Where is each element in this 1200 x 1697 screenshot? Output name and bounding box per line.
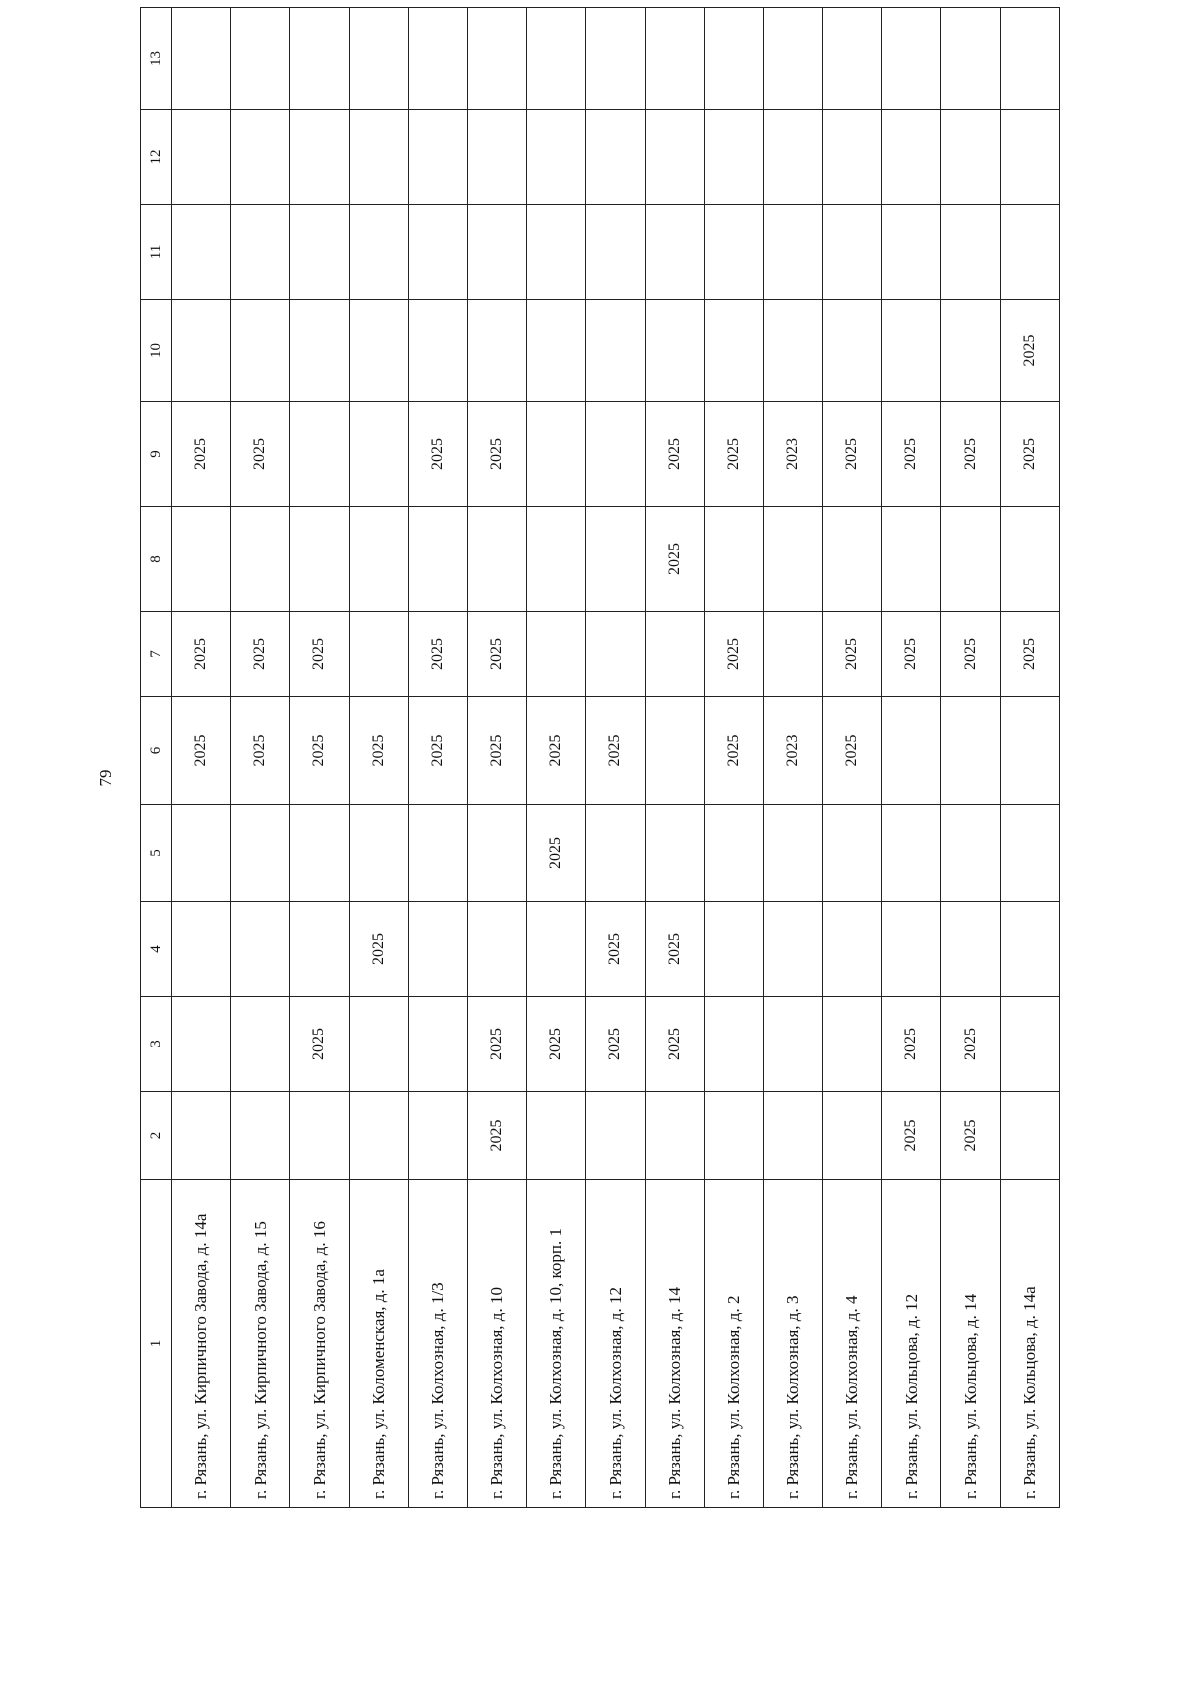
year-cell xyxy=(467,805,526,902)
year-cell xyxy=(1000,8,1059,110)
address-cell: г. Рязань, ул. Колхозная, д. 1/3 xyxy=(408,1180,467,1508)
year-cell xyxy=(349,402,408,507)
year-cell xyxy=(290,805,349,902)
year-cell xyxy=(763,205,822,300)
column-header: 6 xyxy=(141,697,172,805)
column-header: 12 xyxy=(141,110,172,205)
address-cell: г. Рязань, ул. Кольцова, д. 12 xyxy=(882,1180,941,1508)
column-header: 5 xyxy=(141,805,172,902)
year-cell: 2025 xyxy=(704,697,763,805)
year-cell xyxy=(645,8,704,110)
year-cell xyxy=(172,110,231,205)
year-cell xyxy=(290,8,349,110)
year-cell xyxy=(823,507,882,612)
year-cell xyxy=(231,1092,290,1180)
schedule-table xyxy=(140,7,1060,1508)
year-cell xyxy=(172,300,231,402)
year-cell xyxy=(763,507,822,612)
year-cell: 2025 xyxy=(882,1092,941,1180)
year-cell xyxy=(290,402,349,507)
table-row xyxy=(349,8,408,1508)
year-cell xyxy=(645,697,704,805)
year-cell xyxy=(704,902,763,997)
year-cell: 2025 xyxy=(408,612,467,697)
year-cell xyxy=(408,205,467,300)
year-cell: 2025 xyxy=(349,902,408,997)
year-cell xyxy=(704,805,763,902)
year-cell: 2025 xyxy=(1000,300,1059,402)
address-cell: г. Рязань, ул. Кольцова, д. 14а xyxy=(1000,1180,1059,1508)
year-cell xyxy=(586,205,645,300)
year-cell xyxy=(823,300,882,402)
year-cell: 2025 xyxy=(408,402,467,507)
year-cell: 2025 xyxy=(882,402,941,507)
year-cell xyxy=(290,1092,349,1180)
year-cell xyxy=(527,507,586,612)
year-cell xyxy=(467,902,526,997)
year-cell xyxy=(349,507,408,612)
year-cell xyxy=(645,1092,704,1180)
year-cell: 2025 xyxy=(349,697,408,805)
year-cell xyxy=(467,8,526,110)
year-cell: 2025 xyxy=(645,997,704,1092)
year-cell xyxy=(172,507,231,612)
year-cell: 2025 xyxy=(941,997,1000,1092)
page-number: 79 xyxy=(96,769,115,787)
year-cell xyxy=(467,205,526,300)
table-row xyxy=(941,8,1000,1508)
year-cell: 2025 xyxy=(882,997,941,1092)
year-cell xyxy=(408,110,467,205)
year-cell xyxy=(882,300,941,402)
year-cell xyxy=(941,205,1000,300)
year-cell xyxy=(882,8,941,110)
year-cell xyxy=(586,805,645,902)
column-header: 9 xyxy=(141,402,172,507)
year-cell xyxy=(645,110,704,205)
year-cell xyxy=(172,805,231,902)
column-header: 7 xyxy=(141,612,172,697)
year-cell: 2025 xyxy=(527,997,586,1092)
year-cell xyxy=(882,697,941,805)
year-cell xyxy=(586,507,645,612)
year-cell xyxy=(231,902,290,997)
year-cell xyxy=(231,997,290,1092)
year-cell: 2025 xyxy=(941,402,1000,507)
column-header: 8 xyxy=(141,507,172,612)
year-cell xyxy=(290,300,349,402)
address-cell: г. Рязань, ул. Кольцова, д. 14 xyxy=(941,1180,1000,1508)
year-cell xyxy=(763,805,822,902)
year-cell xyxy=(704,507,763,612)
year-cell: 2025 xyxy=(586,697,645,805)
year-cell xyxy=(408,997,467,1092)
year-cell xyxy=(882,507,941,612)
year-cell: 2025 xyxy=(882,612,941,697)
address-cell: г. Рязань, ул. Колхозная, д. 12 xyxy=(586,1180,645,1508)
year-cell xyxy=(823,997,882,1092)
year-cell xyxy=(349,1092,408,1180)
year-cell xyxy=(941,697,1000,805)
year-cell: 2025 xyxy=(467,402,526,507)
column-header: 4 xyxy=(141,902,172,997)
year-cell: 2023 xyxy=(763,697,822,805)
year-cell xyxy=(349,110,408,205)
year-cell: 2025 xyxy=(467,1092,526,1180)
year-cell xyxy=(704,8,763,110)
year-cell xyxy=(527,612,586,697)
year-cell xyxy=(941,300,1000,402)
column-header: 11 xyxy=(141,205,172,300)
year-cell xyxy=(941,805,1000,902)
table-header-row xyxy=(141,8,172,1508)
year-cell xyxy=(349,997,408,1092)
year-cell xyxy=(645,805,704,902)
year-cell xyxy=(586,402,645,507)
column-header: 13 xyxy=(141,8,172,110)
year-cell xyxy=(763,997,822,1092)
year-cell xyxy=(882,805,941,902)
year-cell xyxy=(290,507,349,612)
year-cell: 2025 xyxy=(172,402,231,507)
year-cell: 2025 xyxy=(172,697,231,805)
year-cell xyxy=(941,8,1000,110)
year-cell xyxy=(645,300,704,402)
year-cell xyxy=(704,110,763,205)
address-cell: г. Рязань, ул. Кирпичного Завода, д. 16 xyxy=(290,1180,349,1508)
year-cell xyxy=(231,205,290,300)
table-row xyxy=(527,8,586,1508)
year-cell xyxy=(408,300,467,402)
year-cell xyxy=(290,205,349,300)
year-cell xyxy=(231,300,290,402)
year-cell xyxy=(586,8,645,110)
year-cell xyxy=(645,205,704,300)
year-cell xyxy=(231,507,290,612)
year-cell xyxy=(586,612,645,697)
year-cell: 2025 xyxy=(290,997,349,1092)
year-cell xyxy=(231,110,290,205)
table-row xyxy=(704,8,763,1508)
year-cell xyxy=(1000,902,1059,997)
address-cell: г. Рязань, ул. Колхозная, д. 10 xyxy=(467,1180,526,1508)
year-cell xyxy=(645,612,704,697)
year-cell: 2025 xyxy=(586,902,645,997)
year-cell: 2025 xyxy=(290,697,349,805)
year-cell xyxy=(882,205,941,300)
year-cell: 2025 xyxy=(704,612,763,697)
year-cell xyxy=(231,8,290,110)
year-cell xyxy=(172,205,231,300)
year-cell xyxy=(1000,110,1059,205)
address-cell: г. Рязань, ул. Колхозная, д. 4 xyxy=(823,1180,882,1508)
year-cell xyxy=(586,300,645,402)
table-row xyxy=(763,8,822,1508)
year-cell xyxy=(941,902,1000,997)
year-cell xyxy=(290,110,349,205)
year-cell xyxy=(527,1092,586,1180)
year-cell xyxy=(172,8,231,110)
year-cell xyxy=(823,902,882,997)
year-cell: 2025 xyxy=(467,697,526,805)
year-cell xyxy=(349,300,408,402)
table-row xyxy=(467,8,526,1508)
year-cell: 2025 xyxy=(172,612,231,697)
table-row xyxy=(586,8,645,1508)
year-cell xyxy=(704,205,763,300)
year-cell xyxy=(763,902,822,997)
year-cell: 2025 xyxy=(645,902,704,997)
address-cell: г. Рязань, ул. Колхозная, д. 2 xyxy=(704,1180,763,1508)
year-cell xyxy=(231,805,290,902)
table-row xyxy=(290,8,349,1508)
year-cell xyxy=(408,805,467,902)
year-cell xyxy=(527,402,586,507)
year-cell: 2025 xyxy=(645,402,704,507)
year-cell: 2025 xyxy=(941,612,1000,697)
year-cell xyxy=(408,507,467,612)
year-cell xyxy=(823,805,882,902)
address-cell: г. Рязань, ул. Кирпичного Завода, д. 15 xyxy=(231,1180,290,1508)
year-cell: 2025 xyxy=(941,1092,1000,1180)
year-cell xyxy=(823,1092,882,1180)
column-header: 1 xyxy=(141,1180,172,1508)
table-row xyxy=(408,8,467,1508)
year-cell xyxy=(349,205,408,300)
year-cell: 2025 xyxy=(408,697,467,805)
year-cell: 2025 xyxy=(231,612,290,697)
year-cell xyxy=(467,110,526,205)
year-cell xyxy=(172,1092,231,1180)
year-cell xyxy=(704,1092,763,1180)
year-cell xyxy=(823,110,882,205)
year-cell xyxy=(1000,507,1059,612)
year-cell xyxy=(408,8,467,110)
table-row xyxy=(882,8,941,1508)
year-cell xyxy=(882,902,941,997)
year-cell: 2025 xyxy=(231,402,290,507)
table-body xyxy=(172,8,1060,1508)
address-cell: г. Рязань, ул. Колхозная, д. 14 xyxy=(645,1180,704,1508)
year-cell xyxy=(408,902,467,997)
year-cell xyxy=(467,300,526,402)
column-header: 2 xyxy=(141,1092,172,1180)
year-cell: 2025 xyxy=(645,507,704,612)
year-cell: 2023 xyxy=(763,402,822,507)
year-cell xyxy=(1000,805,1059,902)
year-cell xyxy=(290,902,349,997)
table-row xyxy=(172,8,231,1508)
year-cell xyxy=(882,110,941,205)
year-cell xyxy=(527,110,586,205)
year-cell: 2025 xyxy=(290,612,349,697)
year-cell: 2025 xyxy=(1000,402,1059,507)
year-cell xyxy=(467,507,526,612)
address-cell: г. Рязань, ул. Кирпичного Завода, д. 14а xyxy=(172,1180,231,1508)
year-cell: 2025 xyxy=(231,697,290,805)
year-cell: 2025 xyxy=(823,402,882,507)
year-cell xyxy=(527,8,586,110)
address-cell: г. Рязань, ул. Коломенская, д. 1а xyxy=(349,1180,408,1508)
column-header: 3 xyxy=(141,997,172,1092)
year-cell xyxy=(527,902,586,997)
year-cell xyxy=(763,8,822,110)
year-cell xyxy=(349,805,408,902)
column-header: 10 xyxy=(141,300,172,402)
year-cell: 2025 xyxy=(823,612,882,697)
year-cell xyxy=(763,110,822,205)
year-cell xyxy=(527,205,586,300)
year-cell xyxy=(1000,697,1059,805)
table-row xyxy=(645,8,704,1508)
year-cell: 2025 xyxy=(467,612,526,697)
table-row xyxy=(1000,8,1059,1508)
year-cell: 2025 xyxy=(704,402,763,507)
year-cell: 2025 xyxy=(527,697,586,805)
year-cell xyxy=(172,997,231,1092)
year-cell xyxy=(1000,205,1059,300)
table-row xyxy=(823,8,882,1508)
year-cell xyxy=(172,902,231,997)
year-cell: 2025 xyxy=(823,697,882,805)
year-cell: 2025 xyxy=(467,997,526,1092)
year-cell xyxy=(349,612,408,697)
year-cell xyxy=(1000,997,1059,1092)
year-cell xyxy=(586,110,645,205)
year-cell xyxy=(704,300,763,402)
year-cell xyxy=(941,110,1000,205)
year-cell xyxy=(763,300,822,402)
address-cell: г. Рязань, ул. Колхозная, д. 3 xyxy=(763,1180,822,1508)
rotated-table-container xyxy=(140,51,1060,1508)
year-cell xyxy=(823,8,882,110)
year-cell: 2025 xyxy=(1000,612,1059,697)
year-cell: 2025 xyxy=(586,997,645,1092)
table-row xyxy=(231,8,290,1508)
year-cell xyxy=(763,612,822,697)
year-cell xyxy=(527,300,586,402)
year-cell xyxy=(823,205,882,300)
year-cell xyxy=(763,1092,822,1180)
year-cell xyxy=(408,1092,467,1180)
address-cell: г. Рязань, ул. Колхозная, д. 10, корп. 1 xyxy=(527,1180,586,1508)
year-cell: 2025 xyxy=(527,805,586,902)
year-cell xyxy=(586,1092,645,1180)
year-cell xyxy=(941,507,1000,612)
year-cell xyxy=(1000,1092,1059,1180)
year-cell xyxy=(704,997,763,1092)
year-cell xyxy=(349,8,408,110)
